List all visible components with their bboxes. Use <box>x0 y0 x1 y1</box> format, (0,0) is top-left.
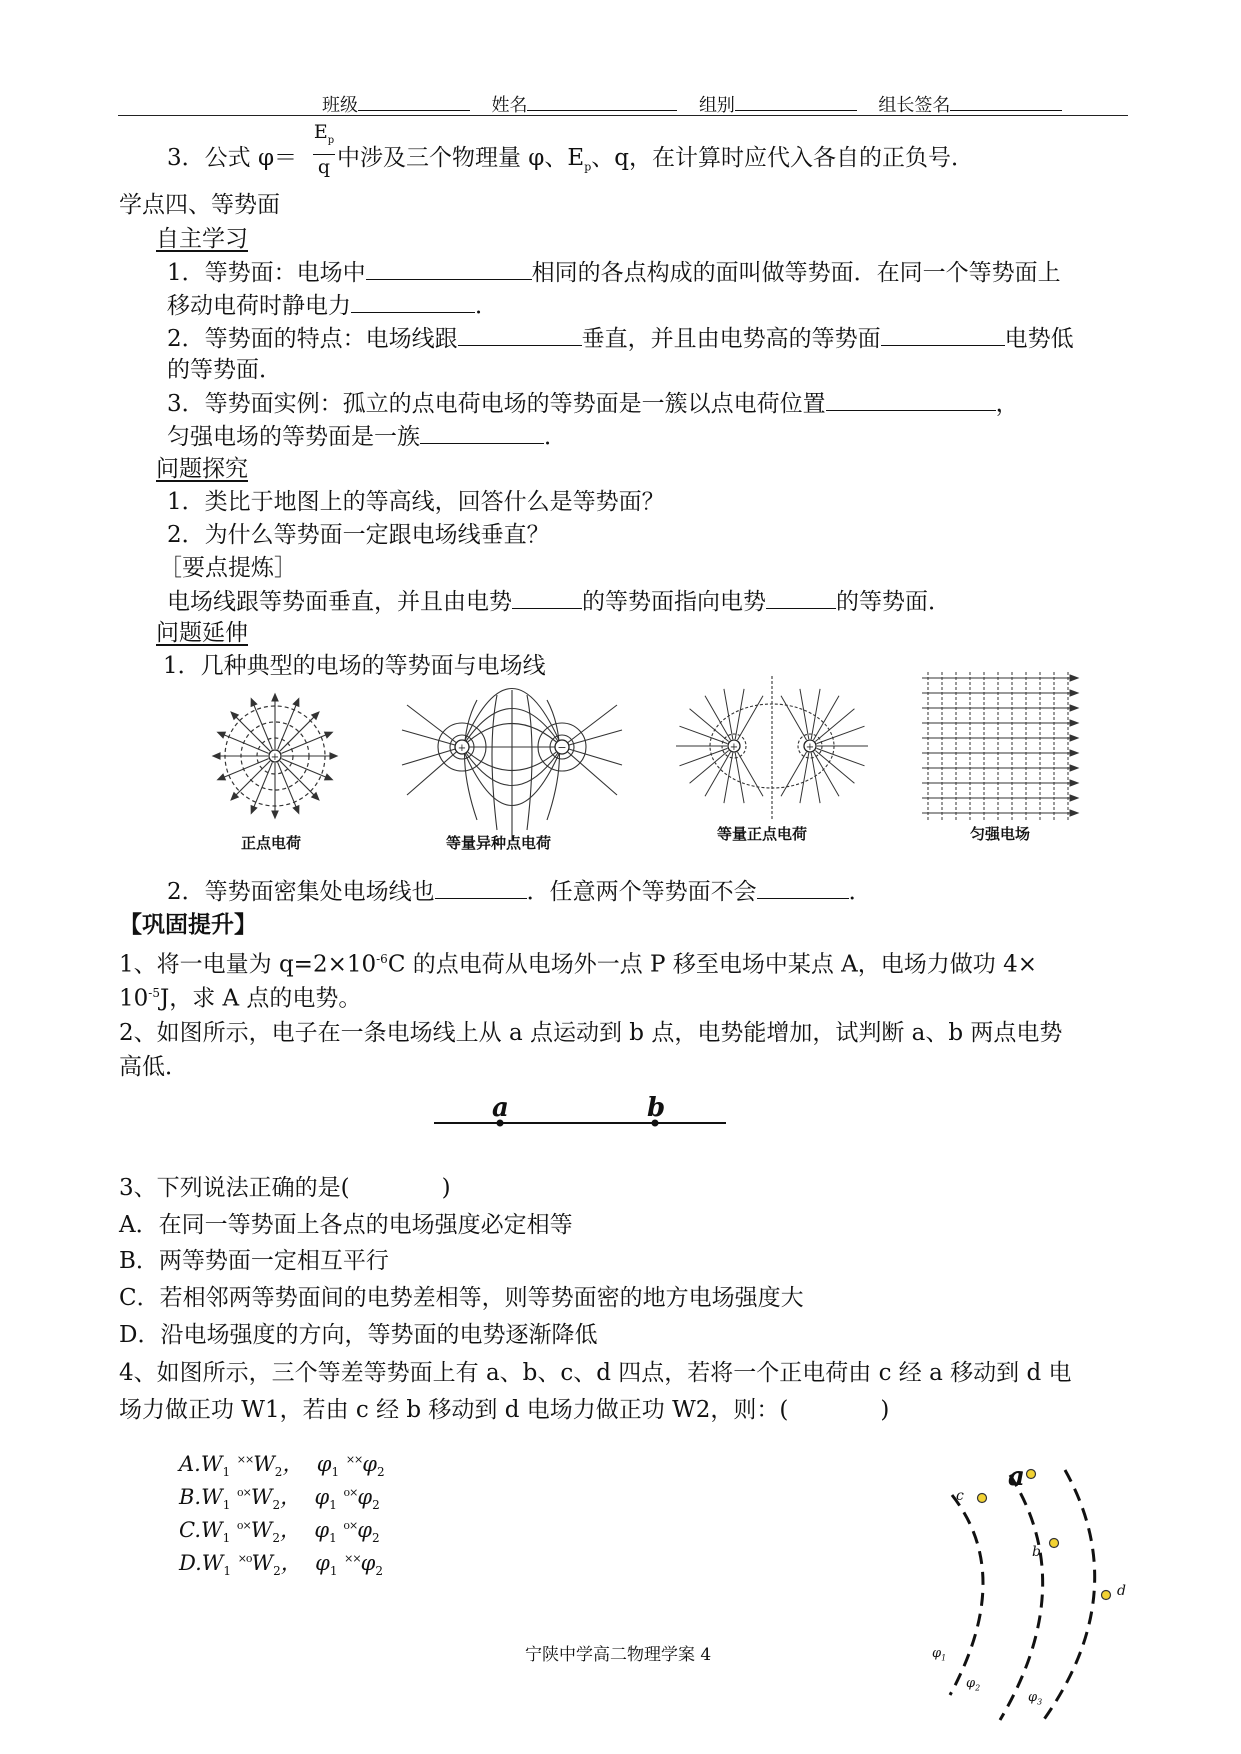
blank-8[interactable] <box>766 586 836 609</box>
problem-4-option-a[interactable]: $A.W_1$ $^{\times\times}W_2$， $\varphi_1$ $^{\times\times}\varphi_2$ <box>179 1452 385 1480</box>
self-study-item3-cont: 匀强电场的等势面是一族 ． <box>167 421 567 452</box>
blank-6[interactable] <box>420 421 544 444</box>
svg-text:+: + <box>729 742 739 753</box>
problem-4-option-c[interactable]: $C.W_1$ $^{o\times}W_2$， $\varphi_1$ $^{o\times}\varphi_2$ <box>179 1518 380 1546</box>
header-line <box>322 88 1062 117</box>
figure-opposite-charges <box>402 690 622 840</box>
label-a: a <box>492 1093 509 1123</box>
inquiry-q1: 1．类比于地图上的等高线，回答什么是等势面？ <box>167 489 665 515</box>
figure-label-equal-positive: 等量正点电荷 <box>717 825 808 843</box>
blank-5[interactable] <box>826 388 996 411</box>
self-study-item1-cont: 移动电荷时静电力 ． <box>167 290 498 321</box>
inquiry-heading: 问题探究 <box>156 456 248 482</box>
svg-text:+: + <box>805 742 815 753</box>
problem-4-line1: 4、如图所示，三个等差等势面上有 a、b、c、d 四点，若将一个正电荷由 c 经 a 移动到 d 电 <box>119 1360 1072 1386</box>
name-blank[interactable] <box>527 88 677 111</box>
formula-line: 3．公式 φ＝ <box>167 145 298 171</box>
self-study-heading: 自主学习 <box>156 226 248 252</box>
label-b: b <box>647 1093 666 1123</box>
inquiry-q2: 2．为什么等势面一定跟电场线垂直？ <box>167 522 550 548</box>
figure-positive-charge <box>210 692 340 820</box>
extension-heading: 问题延伸 <box>156 620 248 646</box>
fig4-label-phi2: $\varphi_2$ <box>966 1676 981 1693</box>
figure-label-positive: 正点电荷 <box>241 834 302 852</box>
consolidation-heading: 【巩固提升】 <box>119 911 257 938</box>
problem-4-option-d[interactable]: $D.W_1$ $^{\times o}W_2$， $\varphi_1$ $^{\times\times}\varphi_2$ <box>179 1551 383 1579</box>
fig4-label-d: d <box>1117 1583 1126 1599</box>
blank-9[interactable] <box>435 876 527 899</box>
problem-3-option-d[interactable]: D．沿电场强度的方向，等势面的电势逐渐降低 <box>119 1322 598 1348</box>
svg-text:+: + <box>270 752 280 763</box>
problem-1-line2: $10^{-5}J$，求 A 点的电势。 <box>119 985 362 1012</box>
section-title: 学点四、等势面 <box>119 192 280 218</box>
blank-7[interactable] <box>512 586 582 609</box>
leader-label: 组长签名 <box>878 95 951 116</box>
fig4-label-a: a <box>1008 1462 1025 1492</box>
extension-item2: 2．等势面密集处电场线也 ．任意两个等势面不会 ． <box>167 876 872 907</box>
self-study-item2: 2．等势面的特点：电场线跟 垂直，并且由电势高的等势面 电势低 <box>167 323 1074 354</box>
header-rule <box>118 115 1128 116</box>
formula-fraction: $E_p$ q <box>313 121 335 178</box>
formula-rest: 中涉及三个物理量 φ、$E_p$、q，在计算时应代入各自的正负号． <box>337 145 974 174</box>
svg-text:+: + <box>457 743 467 754</box>
self-study-item2-cont: 的等势面． <box>167 357 282 383</box>
blank-1[interactable] <box>366 257 532 280</box>
problem-3-option-a[interactable]: A．在同一等势面上各点的电场强度必定相等 <box>119 1212 573 1238</box>
leader-blank[interactable] <box>950 88 1062 111</box>
figure-label-uniform: 匀强电场 <box>970 825 1031 843</box>
fig4-label-phi1: $\varphi_1$ <box>932 1646 947 1663</box>
blank-4[interactable] <box>881 323 1005 346</box>
problem-4-option-b[interactable]: $B.W_1$ $^{o\times}W_2$， $\varphi_1$ $^{o\times}\varphi_2$ <box>179 1485 380 1513</box>
page-footer: 宁陕中学高二物理学案 4 <box>525 1645 712 1665</box>
fig4-label-c: c <box>956 1488 964 1504</box>
svg-text:−: − <box>557 741 567 754</box>
problem-3-option-b[interactable]: B．两等势面一定相互平行 <box>119 1248 389 1274</box>
self-study-item3: 3．等势面实例：孤立的点电荷电场的等势面是一簇以点电荷位置 ， <box>167 388 1019 419</box>
key-points-label: ［要点提炼］ <box>159 555 297 581</box>
key-points-text: 电场线跟等势面垂直，并且由电势 的等势面指向电势 的等势面． <box>167 586 951 617</box>
self-study-item1: 1．等势面：电场中 相同的各点构成的面叫做等势面．在同一个等势面上 <box>167 257 1061 288</box>
fig4-label-phi3: $\varphi_3$ <box>1028 1690 1043 1707</box>
figure-label-opposite: 等量异种点电荷 <box>446 834 552 852</box>
blank-10[interactable] <box>757 876 849 899</box>
fig4-label-b: b <box>1032 1544 1041 1560</box>
figure-equal-positive <box>672 676 872 821</box>
group-blank[interactable] <box>735 88 857 111</box>
problem-4-line2: 场力做正功 W1，若由 c 经 b 移动到 d 电场力做正功 W2，则：( ) <box>119 1397 890 1423</box>
problem-2-line2: 高低． <box>119 1054 188 1080</box>
problem-1-line1: 1、将一电量为 $q=2\times 10^{-6}C$ 的点电荷从电场外一点 P 移至电场中某点 A，电场力做功 4× <box>119 951 1037 978</box>
blank-3[interactable] <box>458 323 582 346</box>
class-label: 班级 <box>322 95 358 116</box>
problem-2-line1: 2、如图所示，电子在一条电场线上从 a 点运动到 b 点，电势能增加，试判断 a、b 两点电势 <box>119 1020 1063 1046</box>
group-label: 组别 <box>698 95 735 116</box>
class-blank[interactable] <box>358 88 470 111</box>
problem-3-stem: 3、下列说法正确的是( ) <box>119 1175 451 1201</box>
name-label: 姓名 <box>491 95 528 116</box>
blank-2[interactable] <box>351 290 475 313</box>
figure-uniform-field <box>922 672 1082 822</box>
figure-field-line-ab <box>430 1090 730 1130</box>
extension-item1: 1．几种典型的电场的等势面与电场线 <box>163 653 546 679</box>
problem-3-option-c[interactable]: C．若相邻两等势面间的电势差相等，则等势面密的地方电场强度大 <box>119 1285 804 1311</box>
